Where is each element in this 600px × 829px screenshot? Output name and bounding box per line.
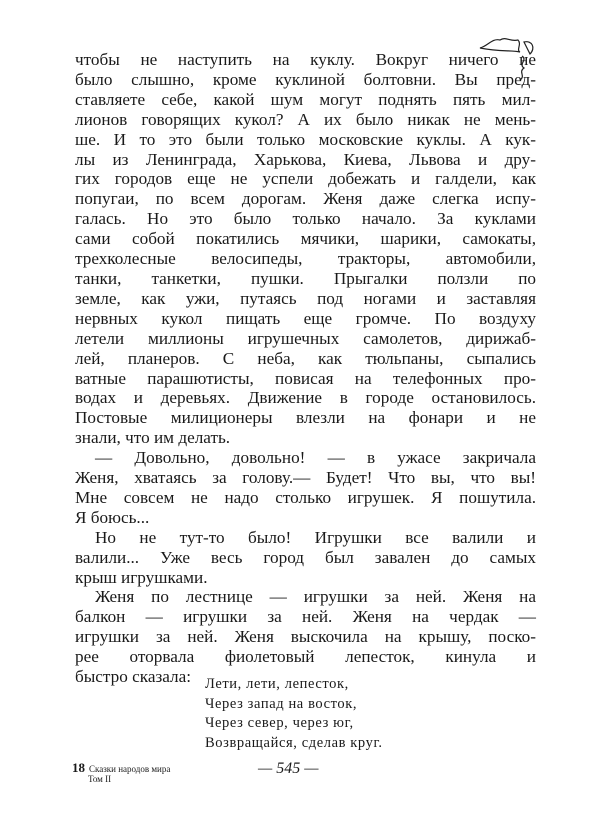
poem-line: Лети, лети, лепесток, — [205, 676, 349, 692]
text-line: чтобы не наступить на куклу. Вокруг ничего не — [75, 50, 536, 69]
text-line: быстро сказала: — [75, 667, 192, 687]
text-line: Я боюсь... — [75, 507, 150, 527]
text-line: гих городов еще не успели добежать и галдели, как — [75, 169, 536, 189]
text-line: сами собой покатились мячики, шарики, самокаты, — [75, 229, 536, 249]
poem-line: Через запад на восток, — [205, 695, 358, 712]
text-line: Женя по лестнице — игрушки за ней. Женя на — [95, 587, 536, 607]
poem — [205, 675, 383, 753]
text-line: ставляете себе, какой шум могут поднять пять мил- — [75, 89, 536, 109]
text-line: ватные парашютисты, повисая на телефонных про- — [75, 368, 536, 388]
signature-volume: Том II — [88, 774, 112, 784]
text-line: галась. Но это было только начало. За куклами — [75, 209, 536, 229]
text-line: земле, как ужи, путаясь под ногами и заставляя — [75, 288, 536, 308]
text-line: игрушки за ней. Женя выскочила на крышу, поско- — [75, 627, 536, 647]
text-line: знали, что им делать. — [75, 428, 231, 448]
text-line: было слышно, кроме куклиной болтовни. Вы пред- — [75, 69, 536, 89]
poem-line: Возвращайся, сделав круг. — [205, 734, 383, 751]
text-line: попугаи, по всем дорогам. Женя даже слегка испу- — [75, 189, 536, 209]
text-line: балкон — игрушки за ней. Женя на чердак — — [75, 607, 536, 627]
body-text — [75, 50, 536, 687]
poem-line: Через север, через юг, — [205, 715, 354, 731]
text-line: Женя, хватаясь за голову.— Будет! Что вы, что вы! — [75, 468, 536, 488]
text-line: лей, планеров. С неба, как тюльпаны, сыпались — [75, 348, 536, 368]
text-line: валили... Уже весь город был завален до самых — [75, 547, 536, 567]
text-line: летели миллионы игрушечных самолетов, дирижаб- — [75, 328, 536, 348]
text-line: ше. И то это были только московские куклы. А кук- — [75, 129, 536, 149]
text-line: Постовые милиционеры влезли на фонари и не — [75, 408, 536, 428]
text-line: лионов говорящих кукол? А их было никак не мень- — [75, 109, 536, 129]
text-line: трехколесные велосипеды, тракторы, автомобили, — [75, 249, 536, 269]
paragraph — [75, 50, 536, 448]
paragraph — [75, 587, 536, 687]
signature-number: 18 — [72, 760, 85, 775]
page-number: — 545 — — [258, 760, 319, 777]
paragraph — [75, 528, 536, 588]
printer-signature — [72, 760, 171, 784]
text-line: рее оторвала фиолетовый лепесток, кинула и — [75, 647, 536, 667]
text-line: танки, танкетки, пушки. Прыгалки ползли по — [75, 268, 536, 288]
text-line: водах и деревьях. Движение в городе остановилось. — [75, 388, 536, 408]
text-line: — Довольно, довольно! — в ужасе закричала — [95, 448, 536, 468]
text-line: Но не тут-то было! Игрушки все валили и — [95, 527, 536, 547]
text-line: крыш игрушками. — [75, 567, 208, 587]
paragraph — [75, 448, 536, 528]
text-line: нервных кукол пищать еще громче. По воздуху — [75, 308, 536, 328]
signature-title: Сказки народов мира — [89, 764, 171, 774]
text-line: Мне совсем не надо столько игрушек. Я пошутила. — [75, 487, 536, 507]
text-line: лы из Ленинграда, Харькова, Киева, Львова и дру- — [75, 149, 536, 169]
